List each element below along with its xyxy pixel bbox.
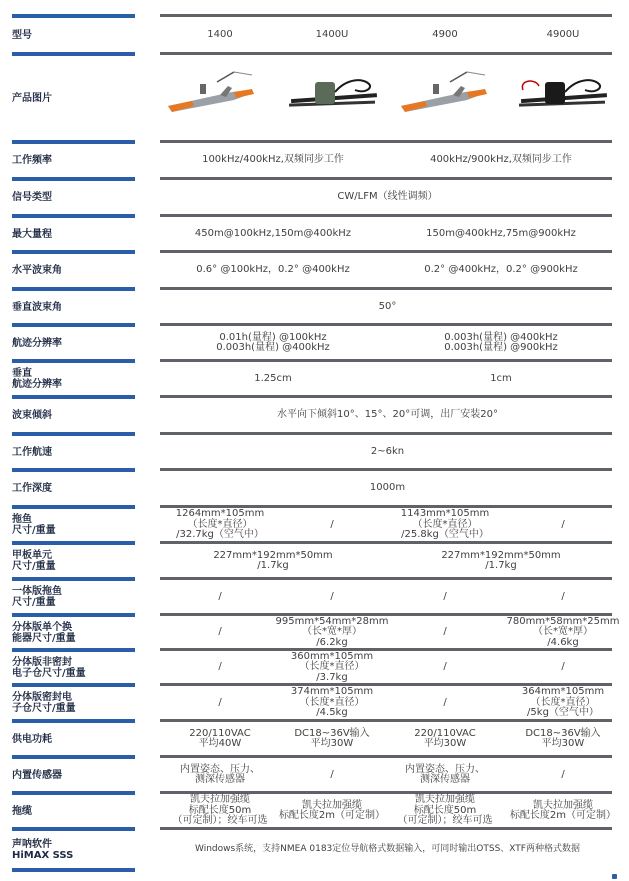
spec-value: 凯夫拉加强缆 标配长度50m （可定制）；绞车可选 (397, 794, 493, 827)
spec-value: / (561, 661, 565, 673)
model-name: 4900U (546, 28, 580, 40)
spec-value: 150m@400kHz,75m@900kHz (426, 227, 576, 239)
label-accent-bar (12, 214, 135, 218)
spec-value: 内置姿态、压力、 测深传感器 (180, 763, 260, 785)
spec-value: 1.25cm (254, 372, 292, 384)
spec-value: 0.01h(量程) @100kHz 0.003h(量程) @400kHz (216, 331, 330, 353)
row-label: 拖鱼 尺寸/重量 (12, 514, 56, 536)
spec-value: 450m@100kHz,150m@400kHz (194, 227, 352, 239)
spec-value: 374mm*105mm （长度*直径） /4.5kg (290, 686, 374, 719)
label-accent-bar (12, 140, 135, 144)
spec-value: / (443, 696, 447, 708)
spec-value: / (443, 590, 447, 602)
spec-value: 227mm*192mm*50mm /1.7kg (441, 549, 561, 571)
spec-value: Windows系统，支持NMEA 0183定位导航格式数据输入，可同时输出OTSS、XTF两种格式数据 (195, 844, 580, 855)
spec-value: / (218, 696, 222, 708)
label-accent-bar (12, 683, 135, 687)
row-label: 最大量程 (12, 228, 52, 240)
label-accent-bar (12, 359, 135, 363)
spec-value: 364mm*105mm （长度*直径） /5kg（空气中） (521, 686, 605, 719)
spec-value: 凯夫拉加强缆 标配长度2m（可定制） (278, 799, 386, 821)
label-accent-bar (12, 505, 135, 509)
spec-value: / (561, 768, 565, 780)
row-label: 产品图片 (12, 92, 52, 104)
label-accent-bar (12, 868, 135, 872)
row-label: 供电功耗 (12, 733, 52, 745)
row-divider (160, 250, 612, 253)
spec-value: CW/LFM（线性调频） (337, 191, 438, 203)
spec-value: / (443, 626, 447, 638)
row-label: 拖缆 (12, 805, 32, 817)
spec-value: / (330, 590, 334, 602)
model-name: 1400U (315, 28, 349, 40)
row-label: 航迹分辨率 (12, 337, 62, 349)
corner-mark (612, 874, 617, 879)
spec-value: / (443, 661, 447, 673)
label-accent-bar (12, 791, 135, 795)
row-divider (160, 541, 612, 544)
label-accent-bar (12, 432, 135, 436)
row-divider (160, 827, 612, 830)
label-accent-bar (12, 395, 135, 399)
spec-value: / (218, 590, 222, 602)
spec-value: 0.003h(量程) @400kHz 0.003h(量程) @900kHz (444, 331, 558, 353)
label-accent-bar (12, 287, 135, 291)
row-divider (160, 432, 612, 435)
spec-value: 220/110VAC 平均40W (189, 727, 251, 749)
spec-value: 2~6kn (370, 445, 405, 457)
row-label: 甲板单元 尺寸/重量 (12, 550, 56, 572)
spec-value: / (218, 661, 222, 673)
row-label: 水平波束角 (12, 265, 62, 276)
row-divider (160, 719, 612, 722)
spec-value: 360mm*105mm （长度*直径） /3.7kg (290, 650, 374, 683)
row-divider (160, 648, 612, 651)
row-label: 垂直 航迹分辨率 (12, 368, 62, 390)
row-divider (160, 359, 612, 362)
label-accent-bar (12, 577, 135, 581)
row-divider (160, 395, 612, 398)
row-label: 波束倾斜 (12, 410, 52, 421)
row-divider (160, 468, 612, 471)
label-accent-bar (12, 14, 135, 18)
label-accent-bar (12, 250, 135, 254)
spec-value: 1000m (369, 482, 406, 494)
row-label: 工作频率 (12, 155, 52, 166)
spec-value: / (330, 768, 334, 780)
towfish-1400-image (162, 70, 262, 120)
label-accent-bar (12, 468, 135, 472)
spec-value: 220/110VAC 平均30W (414, 727, 476, 749)
spec-value: 995mm*54mm*28mm （长*宽*厚） /6.2kg (275, 615, 389, 648)
spec-value: / (218, 626, 222, 638)
row-label: 分体版非密封 电子仓尺寸/重量 (12, 656, 86, 679)
model-name: 1400 (207, 28, 233, 40)
spec-value: / (561, 518, 565, 530)
row-divider (160, 140, 612, 143)
spec-value: 0.6° @100kHz，0.2° @400kHz (196, 264, 350, 276)
label-accent-bar (12, 648, 135, 652)
spec-value: 227mm*192mm*50mm /1.7kg (213, 549, 333, 571)
row-divider (160, 52, 612, 55)
row-label: 垂直波束角 (12, 301, 62, 313)
spec-value: 凯夫拉加强缆 标配长度2m（可定制） (509, 799, 617, 821)
row-label: 工作航速 (12, 446, 52, 458)
model-name: 4900 (432, 28, 458, 40)
row-divider (160, 214, 612, 217)
label-accent-bar (12, 323, 135, 327)
spec-value: DC18~36V输入 平均30W (525, 727, 601, 749)
spec-value: 0.2° @400kHz，0.2° @900kHz (424, 264, 578, 276)
spec-value: 50° (378, 300, 397, 312)
row-divider (160, 287, 612, 290)
label-accent-bar (12, 177, 135, 181)
towfish-4900-image (395, 70, 495, 120)
row-divider (160, 755, 612, 758)
spec-value: DC18~36V输入 平均30W (294, 727, 370, 749)
transducer-1400u-image (285, 70, 385, 120)
row-label: 声呐软件 HiMAX SSS (12, 838, 74, 861)
row-label: 信号类型 (12, 192, 52, 203)
transducer-4900u-image (515, 70, 615, 120)
label-accent-bar (12, 613, 135, 617)
spec-value: 100kHz/400kHz,双频同步工作 (202, 154, 344, 166)
row-label: 一体版拖鱼 尺寸/重量 (12, 586, 62, 608)
row-label: 分体版密封电 子仓尺寸/重量 (12, 692, 76, 714)
label-accent-bar (12, 52, 135, 56)
spec-value: 1143mm*105mm （长度*直径） /25.8kg（空气中） (400, 508, 490, 541)
label-accent-bar (12, 755, 135, 759)
label-accent-bar (12, 719, 135, 723)
row-divider (160, 323, 612, 326)
row-label: 内置传感器 (12, 769, 62, 781)
row-label: 工作深度 (12, 483, 52, 494)
spec-value: 400kHz/900kHz,双频同步工作 (430, 154, 572, 166)
spec-value: 凯夫拉加强缆 标配长度50m （可定制）；绞车可选 (172, 794, 268, 827)
spec-value: 1cm (490, 372, 512, 384)
spec-value: / (330, 518, 334, 530)
row-label: 分体版单个换 能器尺寸/重量 (12, 621, 76, 644)
spec-value: 水平向下倾斜10°、15°、20°可调，出厂安装20° (277, 409, 498, 421)
row-divider (160, 14, 612, 17)
row-divider (160, 177, 612, 180)
label-accent-bar (12, 827, 135, 831)
label-accent-bar (12, 541, 135, 545)
spec-value: / (561, 590, 565, 602)
spec-value: 内置姿态、压力、 测深传感器 (405, 763, 485, 785)
row-divider (160, 577, 612, 580)
row-label: 型号 (12, 29, 32, 41)
spec-value: 780mm*58mm*25mm （长*宽*厚） /4.6kg (506, 615, 620, 648)
spec-value: 1264mm*105mm （长度*直径） /32.7kg（空气中） (175, 508, 265, 541)
